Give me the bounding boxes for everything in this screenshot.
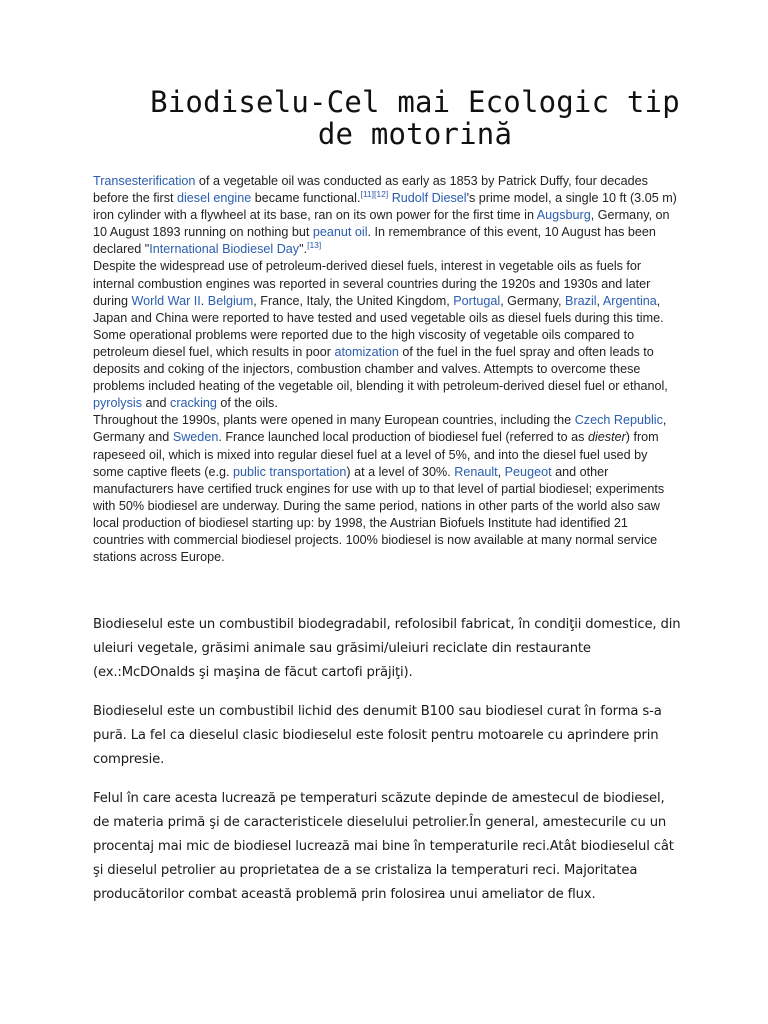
italic-term: diester [587,430,626,445]
text-run: . [200,293,208,308]
text-run: ) at a level of 30%. [346,464,455,479]
text-run: , Germany, [500,293,566,308]
text-run: . France launched local production of biodiesel fuel (referred to as [218,430,588,445]
wiki-link[interactable]: Augsburg [536,208,591,223]
wiki-link[interactable]: peanut oil [312,225,368,240]
ro-paragraph-3: Felul în care acesta lucrează pe temperaturi scăzute depinde de amestecul de biodiesel, de materia primă şi de caracteristicele dieselului petrolier.În general, amestecurile cu un procentaj mai mic de biodiesel lucrează mai bine în temperaturile reci.Atât biodieselul cât şi dieselul petrolier au proprietatea de a se cristaliza la temperaturi reci. Majoritatea producătorilor combat această problemă prin folosirea unui ameliator de flux. [93,791,674,902]
wiki-link[interactable]: Portugal [453,293,501,308]
title-line-1: Biodiselu-Cel mai Ecologic tip [150,85,680,119]
wiki-link[interactable]: Argentina [602,293,657,308]
ro-paragraph-2: Biodieselul este un combustibil lichid des denumit B100 sau biodiesel curat în forma s-a pură. La fel ca dieselul clasic biodieselul este folosit pentru motoarele cu aprindere prin compresie. [93,704,662,767]
wiki-link[interactable]: Transesterification [93,174,196,188]
wiki-link[interactable]: Czech Republic [574,413,663,428]
wiki-paragraph-1 [93,173,681,258]
romanian-section [93,613,683,922]
text-run: Throughout the 1990s, plants were opened in many European countries, including the [93,413,575,428]
text-run: became functional. [251,191,361,206]
text-run: , Germany and [93,413,667,445]
wiki-link[interactable]: atomization [334,344,399,359]
wiki-link[interactable]: diesel engine [177,191,252,206]
text-run: 's prime model, a single 10 ft (3.05 m) iron cylinder with a flywheel at its base, ran on its own power for the first time in [93,191,677,223]
wiki-link[interactable]: International Biodiesel Day [149,242,300,257]
text-run: Despite the widespread use of petroleum-derived diesel fuels, interest in vegetable oils as fuels for internal combustion engines was reported in several countries during the 1920s and 1930s and later during [93,259,651,308]
wiki-paragraph-3 [93,412,681,566]
text-run: , [596,293,603,308]
wiki-link[interactable]: Sweden [172,430,219,445]
title-line-2: de motorină [317,117,513,151]
page-title [120,86,710,150]
text-run: , [497,464,505,479]
wiki-link[interactable]: public transportation [233,464,347,479]
wiki-link[interactable]: pyrolysis [93,396,142,411]
wiki-link[interactable]: Renault [454,464,498,479]
text-run: , Germany, on 10 August 1893 running on nothing but [93,208,670,240]
wiki-link[interactable]: cracking [170,396,217,411]
text-run: and other manufacturers have certified truck engines for use with up to that level of partial biodiesel; experiments with 50% biodiesel are underway. During the same period, nations in other parts of the world also saw local production of biodiesel starting up: by 1998, the Austrian Biofuels Institute had identified 21 countries with commercial biodiesel projects. 100% biodiesel is now available at many normal service stations across Europe. [93,464,665,565]
text-run: of a vegetable oil was conducted as early as 1853 by Patrick Duffy, four decades before the first [93,174,648,206]
citation-ref[interactable]: [11][12] [360,188,389,199]
wiki-link[interactable]: Belgium [207,293,254,308]
text-run: , Japan and China were reported to have tested and used vegetable oils as diesel fuels during this time. Some operational problems were reported due to the high viscosity of vegetable oils compared to petroleum diesel fuel, which results in poor [93,293,664,359]
wiki-paragraph-2 [93,258,681,412]
wiki-link[interactable]: Peugeot [504,464,552,479]
text-run: ". [299,242,308,257]
text-run: and [142,396,171,411]
text-run: ) from rapeseed oil, which is mixed into regular diesel fuel at a level of 5%, and into the diesel fuel used by some captive fleets (e.g. [93,430,659,479]
wiki-link[interactable]: Rudolf Diesel [391,191,467,206]
ro-paragraph-1: Biodieselul este un combustibil biodegradabil, refolosibil fabricat, în condiţii domestice, din uleiuri vegetale, grăsimi animale sau grăsimi/uleiuri reciclate din restaurante (ex.:McDOnalds şi maşina de făcut cartofi prăjiţi). [93,617,681,680]
wiki-link[interactable]: Brazil [565,293,597,308]
citation-ref[interactable]: [13] [307,240,322,251]
text-run: of the oils. [216,396,278,411]
text-run: . In remembrance of this event, 10 August has been declared " [93,225,656,257]
text-run: , France, Italy, the United Kingdom, [253,293,454,308]
text-run: of the fuel in the fuel spray and often leads to deposits and coking of the injectors, combustion chamber and valves. Attempts to overcome these problems included heating of the vegetable oil, blending it with petroleum-derived diesel fuel or ethanol, [93,344,668,394]
english-history-section [93,173,681,566]
wiki-link[interactable]: World War II [131,293,201,308]
